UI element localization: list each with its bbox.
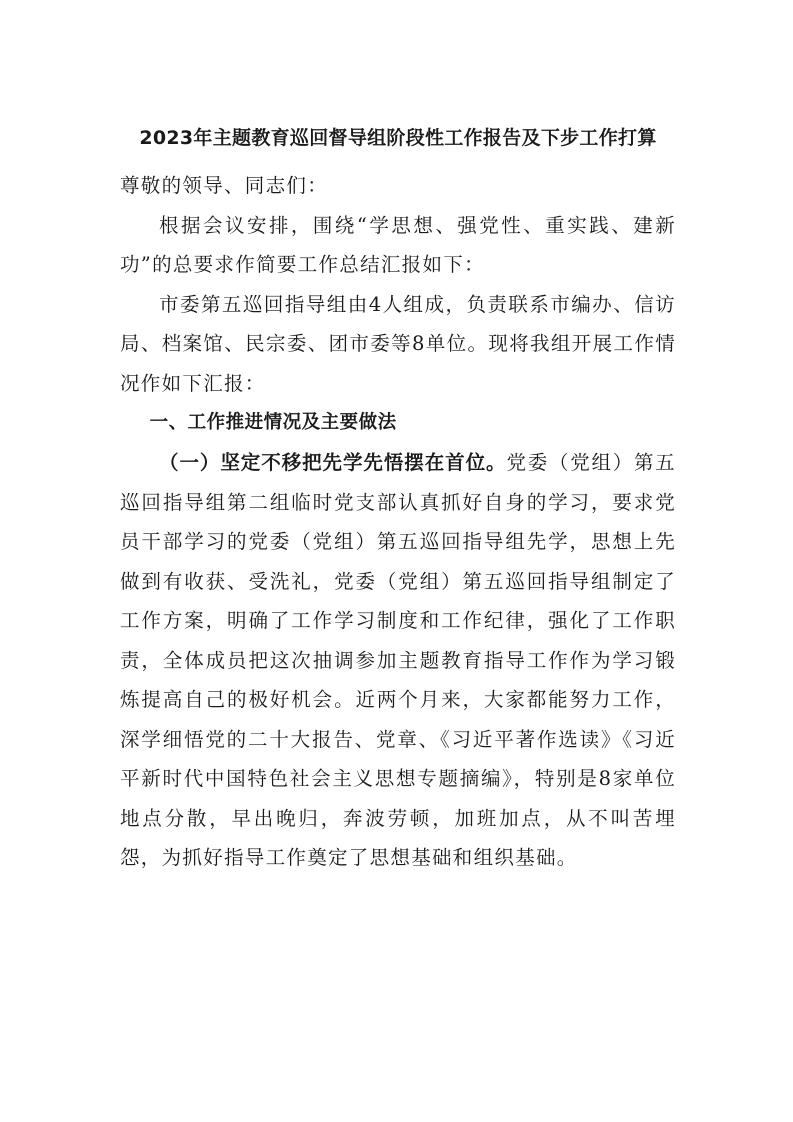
- section-heading-1: 一、工作推进情况及主要做法: [149, 412, 397, 433]
- section-1-item-1: [120, 443, 676, 878]
- paragraph-group-composition: 市委第五巡回指导组由4人组成，负责联系市编办、信访局、档案馆、民宗委、团市委等8单位。现将我组开展工作情况作如下汇报：: [120, 292, 676, 395]
- paragraph-intro: 根据会议安排，围绕“学思想、强党性、重实践、建新功”的总要求作简要工作总结汇报如下：: [120, 213, 676, 276]
- salutation: 尊敬的领导、同志们：: [120, 174, 329, 197]
- document-body: [120, 118, 676, 878]
- item-lead: （一）坚定不移把先学先悟摆在首位。: [159, 451, 507, 474]
- item-body: 党委（党组）第五巡回指导组第二组临时党支部认真抓好自身的学习，要求党员干部学习的党委（党组）第五巡回指导组先学，思想上先做到有收获、受洗礼，党委（党组）第五巡回指导组制定了工作方案，明确了工作学习制度和工作纪律，强化了工作职责，全体成员把这次抽调参加主题教育指导工作作为学习锻炼提高自己的极好机会。近两个月来，大家都能努力工作，深学细悟党的二十大报告、党章、《习近平著作选读》《习近平新时代中国特色社会主义思想专题摘编》，特别是8家单位地点分散，早出晚归，奔波劳顿，加班加点，从不叫苦埋怨，为抓好指导工作奠定了思想基础和组织基础。: [120, 451, 676, 869]
- document-title: 2023年主题教育巡回督导组阶段性工作报告及下步工作打算: [139, 127, 657, 149]
